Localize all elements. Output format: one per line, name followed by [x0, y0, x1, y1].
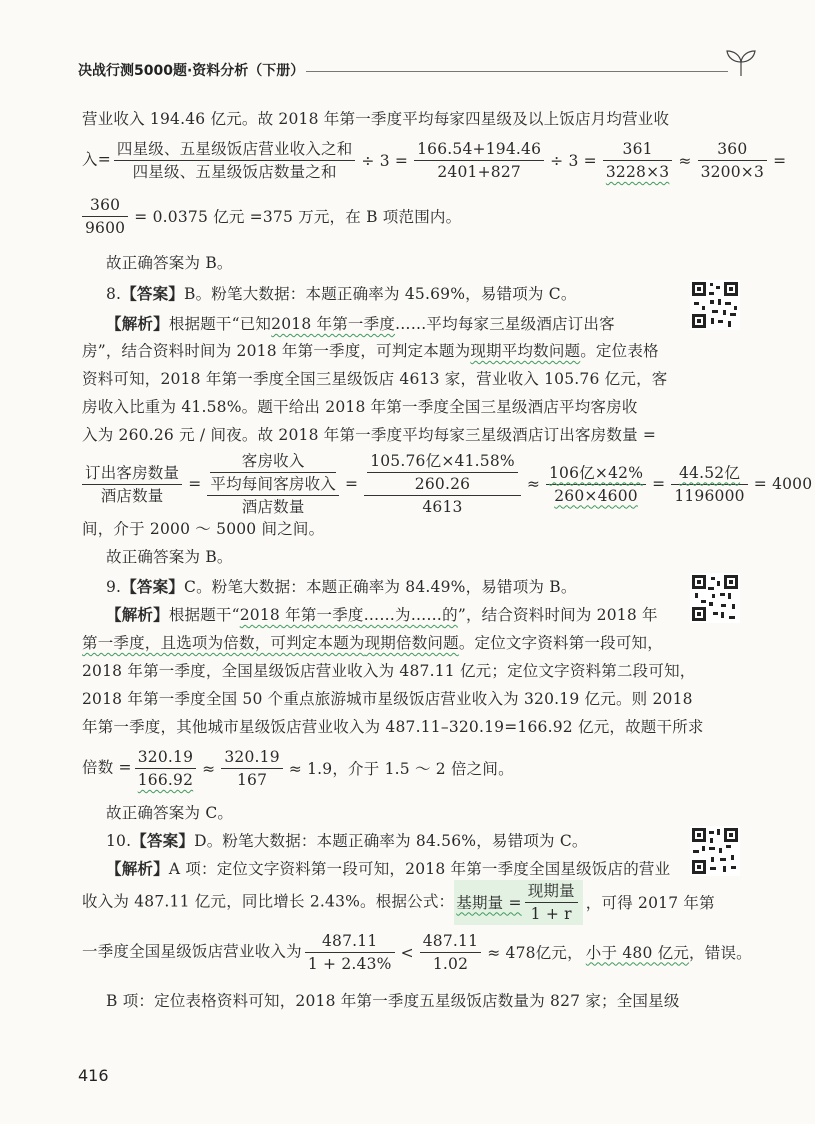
- fraction-numerator: 320.19: [135, 746, 196, 769]
- fraction-denominator: 3228×3: [605, 163, 670, 181]
- underlined-text: 现期平均数问题: [470, 342, 581, 360]
- formula-line: [82, 930, 752, 975]
- fraction-denominator: 260.26: [414, 475, 471, 493]
- text-segment: 。定位文字资料第一段可知，: [458, 634, 663, 652]
- fraction-numerator: 360: [698, 138, 768, 161]
- math-operator: <: [400, 943, 414, 962]
- fraction-numerator: 361: [603, 138, 673, 161]
- analysis-tag: 【解析】: [106, 605, 169, 624]
- answer-tag: 【答案】: [121, 284, 185, 303]
- fraction-denominator: 酒店数量: [241, 498, 305, 516]
- answer-summary: C。粉笔大数据：本题正确率为 84.49%，易错项为 B。: [184, 578, 577, 596]
- fraction-denominator: 酒店数量: [100, 486, 164, 505]
- question-number: 8.: [106, 285, 122, 303]
- answer-heading: [106, 576, 577, 598]
- formula-line: [82, 880, 718, 925]
- fraction-denominator: 9600: [85, 219, 126, 237]
- fraction: [82, 462, 182, 507]
- fraction: [525, 880, 578, 925]
- compound-fraction: [364, 450, 521, 518]
- fraction-numerator: 现期量: [525, 880, 578, 903]
- math-operator: =: [345, 475, 359, 493]
- text-line: [82, 632, 663, 654]
- fraction-numerator: 360: [82, 194, 128, 217]
- math-operator: ≈: [526, 475, 540, 493]
- fraction-numerator: 106亿×42%: [546, 462, 646, 485]
- underlined-text: 第一季度，且选项为倍数，可判定本题为: [82, 634, 365, 652]
- fraction-denominator: 260×4600: [554, 486, 638, 505]
- text-segment: ≈ 1.9，介于 1.5 ～ 2 倍之间。: [288, 759, 514, 778]
- math-operator: ≈: [678, 151, 692, 170]
- math-result: = 4000: [753, 475, 813, 493]
- fraction-numerator: 44.52亿: [671, 462, 747, 485]
- fraction-numerator: 320.19: [221, 746, 282, 769]
- question-number: 9.: [106, 578, 122, 596]
- formula-line: [82, 746, 517, 791]
- text-line: 房收入比重为 41.58%。题干给出 2018 年第一季度全国三星级酒店平均客房收: [82, 398, 638, 416]
- answer-heading: [106, 830, 588, 852]
- fraction-denominator: 1196000: [674, 486, 745, 505]
- fraction-numerator: 客房收入: [210, 450, 336, 473]
- qr-code-icon[interactable]: [690, 826, 740, 876]
- text-line: 资料可知，2018 年第一季度全国三星级饭店 4613 家，营业收入 105.76 亿元，客: [82, 370, 668, 388]
- math-operator: =: [188, 475, 202, 493]
- math-operator: =: [773, 151, 787, 170]
- analysis-tag: 【解析】: [106, 314, 169, 333]
- text-segment: ≈ 478亿元，: [487, 943, 583, 962]
- formula-line: [82, 138, 789, 183]
- text-segment: A 项：定位文字资料第一段可知，2018 年第一季度全国星级饭店的营业: [168, 860, 671, 878]
- fraction: [367, 450, 518, 495]
- fraction-numerator: 订出客房数量: [82, 462, 182, 485]
- compound-fraction: [207, 450, 339, 518]
- text-segment: ，可得 2017 年第: [585, 893, 715, 912]
- question-number: 10.: [106, 832, 132, 850]
- text-line: [82, 340, 659, 362]
- text-segment: ，错误。: [689, 943, 752, 962]
- fraction-denominator: 四星级、五星级饭店数量之和: [132, 163, 337, 181]
- running-header: [78, 58, 758, 88]
- fraction-denominator: 1 + 2.43%: [307, 955, 392, 973]
- header-title: 决战行测5000题·资料分析（下册）: [78, 63, 305, 79]
- text-line: 故正确答案为 B。: [106, 254, 233, 272]
- text-segment: 倍数 =: [82, 758, 132, 777]
- fraction: [420, 930, 481, 975]
- text-segment: 。定位表格: [580, 342, 659, 360]
- fraction: [603, 138, 673, 183]
- highlighted-formula: [454, 880, 583, 925]
- underlined-text: 2018 年第一季度: [271, 315, 396, 333]
- underlined-text: 2018 年第一季度……为……的: [239, 606, 458, 624]
- qr-code-icon[interactable]: [690, 573, 740, 623]
- fraction-denominator: 1.02: [432, 955, 469, 973]
- text-segment: 根据题干“已知: [168, 315, 272, 333]
- fraction-denominator: 平均每间客房收入: [210, 475, 336, 493]
- fraction: [546, 462, 646, 507]
- fraction-numerator: 487.11: [305, 930, 395, 953]
- answer-summary: D。粉笔大数据：本题正确率为 84.56%，易错项为 C。: [194, 832, 588, 850]
- formula-line: [82, 450, 815, 518]
- text-segment: ……平均每家三星级酒店订出客: [395, 315, 615, 333]
- text-line: 入为 260.26 元 / 间夜。故 2018 年第一季度平均每家三星级酒店订出客房数量 =: [82, 426, 657, 444]
- underlined-text: 现期倍数问题: [364, 634, 459, 652]
- formula-line: [82, 194, 464, 239]
- analysis-line: [106, 604, 658, 626]
- fraction-denominator: 166.92: [137, 771, 194, 789]
- text-line: 2018 年第一季度，全国星级饭店营业收入为 487.11 亿元；定位文字资料第二段可知，: [82, 662, 696, 680]
- fraction-denominator: 1 + r: [530, 905, 572, 923]
- text-segment: 收入为 487.11 亿元，同比增长 2.43%。根据公式：: [82, 892, 455, 911]
- text-line: 故正确答案为 B。: [106, 548, 233, 566]
- fraction-numerator: 487.11: [420, 930, 481, 953]
- text-line: 营业收入 194.46 亿元。故 2018 年第一季度平均每家四星级及以上饭店月均营业收: [82, 110, 670, 128]
- text-segment: 入=: [82, 150, 111, 169]
- fraction-denominator: 3200×3: [700, 163, 765, 181]
- text-segment: 一季度全国星级饭店营业收入为: [82, 942, 302, 961]
- fraction-numerator: 四星级、五星级饭店营业收入之和: [114, 138, 356, 161]
- text-segment: = 0.0375 亿元 =375 万元，在 B 项范围内。: [134, 207, 462, 226]
- analysis-line: [106, 858, 670, 880]
- header-rule: [306, 71, 728, 72]
- fraction: [671, 462, 747, 507]
- fraction: [114, 138, 356, 183]
- fraction: [135, 746, 196, 791]
- math-operator: ÷ 3 =: [361, 151, 409, 170]
- fraction: [82, 194, 128, 239]
- fraction-numerator: 105.76亿×41.58%: [367, 450, 518, 473]
- answer-tag: 【答案】: [131, 831, 195, 850]
- text-line: 间，介于 2000 ～ 5000 间之间。: [82, 520, 325, 538]
- answer-heading: [106, 283, 577, 305]
- text-line: 年第一季度，其他城市星级饭店营业收入为 487.11–320.19=166.92 亿元，故题干所求: [82, 718, 704, 736]
- answer-tag: 【答案】: [121, 577, 185, 596]
- analysis-line: [106, 313, 615, 335]
- page-number: 416: [78, 1066, 109, 1085]
- fraction: [698, 138, 768, 183]
- sprout-leaf-icon: [724, 48, 758, 78]
- math-operator: ÷ 3 =: [550, 151, 597, 170]
- text-line: 2018 年第一季度全国 50 个重点旅游城市星级饭店营业收入为 320.19 亿元。则 2018: [82, 690, 693, 708]
- fraction-denominator: 4613: [422, 498, 463, 516]
- fraction-denominator: 167: [236, 771, 268, 789]
- formula-label: 基期量 =: [456, 893, 522, 912]
- fraction-numerator: 166.54+194.46: [414, 138, 544, 161]
- fraction: [210, 450, 336, 495]
- math-operator: ≈: [202, 759, 216, 778]
- qr-code-icon[interactable]: [690, 280, 740, 330]
- math-operator: =: [652, 475, 666, 493]
- fraction: [414, 138, 544, 183]
- text-segment: ”，结合资料时间为 2018 年: [457, 606, 658, 624]
- answer-summary: B。粉笔大数据：本题正确率为 45.69%，易错项为 C。: [184, 285, 577, 303]
- underlined-text: 小于 480 亿元: [585, 943, 690, 962]
- fraction-numerator: [207, 450, 339, 496]
- fraction-denominator: 2401+827: [437, 163, 521, 181]
- fraction: [221, 746, 282, 791]
- text-line: 故正确答案为 C。: [106, 804, 234, 822]
- fraction: [305, 930, 395, 975]
- fraction-numerator: [364, 450, 521, 496]
- analysis-tag: 【解析】: [106, 859, 169, 878]
- text-segment: 房”，结合资料时间为 2018 年第一季度，可判定本题为: [82, 342, 471, 360]
- text-segment: 根据题干“: [168, 606, 240, 624]
- text-line: B 项：定位表格资料可知，2018 年第一季度五星级饭店数量为 827 家；全国星级: [106, 992, 680, 1010]
